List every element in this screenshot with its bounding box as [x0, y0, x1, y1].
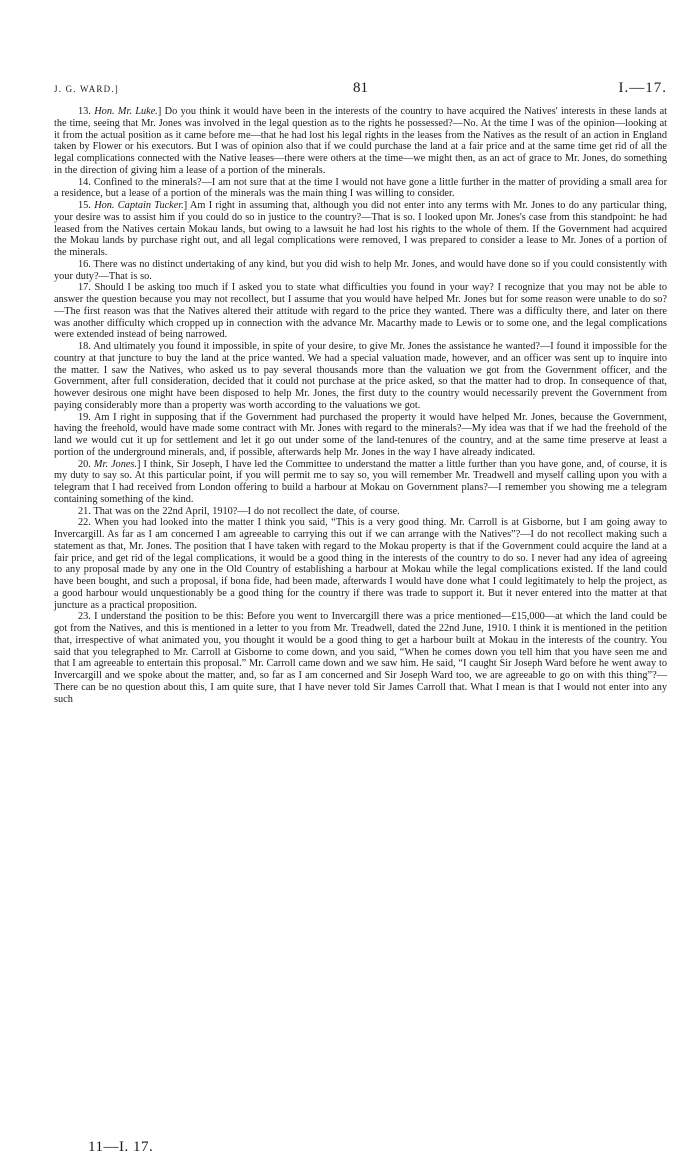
- header-witness-name: J. G. WARD.]: [54, 84, 119, 94]
- header-paper-number: I.—17.: [618, 80, 667, 96]
- question-18: 18. And ultimately you found it impossible, in spite of your desire, to give Mr. Jones the assistance he wanted?—I found it impossible for the country at that juncture to buy the land at the price wanted. We had a special valuation made, however, and an officer was sent up to inquire into the matter. I saw the Natives, who asked us to pay several thousands more than the valuation we got from the Government officer, and the Government, after full consideration, decided that it could not purchase at the price asked, so that the matter had to drop. In consequence of that, however desirous one might have been disposed to help Mr. Jones, the first duty to the country would necessarily prevent the Government from paying considerably more than a property was worth according to the valuations we got.: [54, 341, 668, 411]
- question-17: 17. Should I be asking too much if I asked you to state what difficulties you found in your way? I recognize that you may not be able to answer the question because you may not recollect, but I assume that you would have helped Mr. Jones but for some reason were unable to do so?—The first reason was that the Natives altered their attitude with regard to the price they wanted. There was a difficulty there, and later on there was another difficulty which cropped up in connection with the advance Mr. Macarthy made to Lewis or to some one, and the legal complications were extended instead of being narrowed.: [54, 282, 667, 341]
- header-page-number: 81: [353, 80, 368, 96]
- question-23: 23. I understand the position to be this: Before you went to Invercargill there was a price mentioned—£15,000—at which the land could be got from the Natives, and this is mentioned in a letter to you from Mr. Treadwell, dated the 22nd June, 1910. I think it is mentioned in the petition that, irrespective of what animated you, you thought it would be a good thing to get a harbour built at Mokau in the interests of the country. You said that you telegraphed to Mr. Carroll at Gisborne to come down, and you said, “When he comes down you tell him that you have seen me and that I am agreeable to entertain this proposal.” Mr. Carroll came down and we saw him. He said, “I caught Sir Joseph Ward before he went away to Invercargill and we spoke about the matter, and, so far as I am concerned and Sir Joseph Ward too, we are agreeable to go on with this thing”?—There can be no question about this, I am quite sure, that I have never told Sir James Carroll that. What I mean is that I would not enter into any such: [54, 611, 667, 705]
- question-21: 21. That was on the 22nd April, 1910?—I do not recollect the date, of course.: [78, 505, 400, 517]
- minutes-of-evidence: [54, 106, 667, 705]
- question-16: 16. There was no distinct undertaking of any kind, but you did wish to help Mr. Jones, and would have done so if you could consistently with your duty?—That is so.: [54, 258, 667, 282]
- question-13: 13. Hon. Mr. Luke.] Do you think it would have been in the interests of the country to have acquired the Natives' interests in these lands at the time, seeing that Mr. Jones was involved in the legal question as to the rights he possessed?—No. At the time I was of the opinion—looking at it from the actual position as it came before me—that he had lost his legal rights in the leases from the Natives as the result of an action in England taken by Flower or his executors. But I was of opinion also that if we could purchase the land at a fair price and at the same time get rid of all the legal complications connected with the Native leases—there were others at the time—we might then, as an act of grace to Mr. Jones, do something in the direction of giving him a lease of a portion of the minerals.: [54, 106, 667, 176]
- question-20: 20. Mr. Jones.] I think, Sir Joseph, I have led the Committee to understand the matter a little further than you have gone, and, of course, it is my duty to say so. At this particular point, if you will permit me to say so, you will remember Mr. Treadwell and myself calling upon you with a telegram that I had received from London offering to build a harbour at Mokau on Government plans?—I remember you showing me a telegram containing something of the kind.: [54, 458, 667, 505]
- question-14: 14. Confined to the minerals?—I am not sure that at the time I would not have gone a little further in the matter of providing a small area for a residence, but a lease of a portion of the minerals was the main thing I was willing to consider.: [54, 176, 667, 200]
- question-19: 19. Am I right in supposing that if the Government had purchased the property it would have helped Mr. Jones, because the Government, having the freehold, would have made some contract with Mr. Jones with regard to the minerals?—My idea was that if we had the freehold of the land we would cut it up for settlement and let it go out under some of the land-tenures of the country, and at the same time preserve at least a portion of the underground minerals, and, if possible, afterwards help Mr. Jones in the way I have already indicated.: [54, 411, 668, 458]
- question-22: 22. When you had looked into the matter I think you said, “This is a very good thing. Mr. Carroll is at Gisborne, but I am going away to Invercargill. As far as I am concerned I am agreeable to carrying this out if we can arrange with the Natives”?—I do not recollect making such a statement as that, Mr. Jones. The position that I have taken with regard to the Mokau property is that if the Government could acquire the land at a fair price, and get rid of the legal complications, it would be a good thing in the interests of the country to do so. I never had any idea of agreeing to any proposal made by any one in the Old Country of establishing a harbour at Mokau while the legal complications existed. If the land could have been bought, and such a proposal, if bona fide, had been made, afterwards I would have done what I could legitimately to help the project, as a good harbour would unquestionably be a good thing for the country if there was trade to support it. But it never entered into the matter at that juncture as a practical proposition.: [54, 517, 668, 611]
- page-footer-signature: 11—I. 17.: [88, 1139, 154, 1155]
- page-header: [54, 82, 667, 106]
- question-15: 15. Hon. Captain Tucker.] Am I right in assuming that, although you did not enter into any terms with Mr. Jones to do any particular thing, your desire was to assist him if you could do so in justice to the country?—That is so. I looked upon Mr. Jones's case from this standpoint: he had leased from the Natives certain Mokau lands, but owing to a lawsuit he had lost his rights to the whole of them. If the Government had acquired the Mokau lands by purchase right out, and all legal complications were removed, I was prepared to consider a lease to Mr. Jones of a portion of the minerals.: [54, 200, 667, 258]
- document-page: [54, 82, 667, 1167]
